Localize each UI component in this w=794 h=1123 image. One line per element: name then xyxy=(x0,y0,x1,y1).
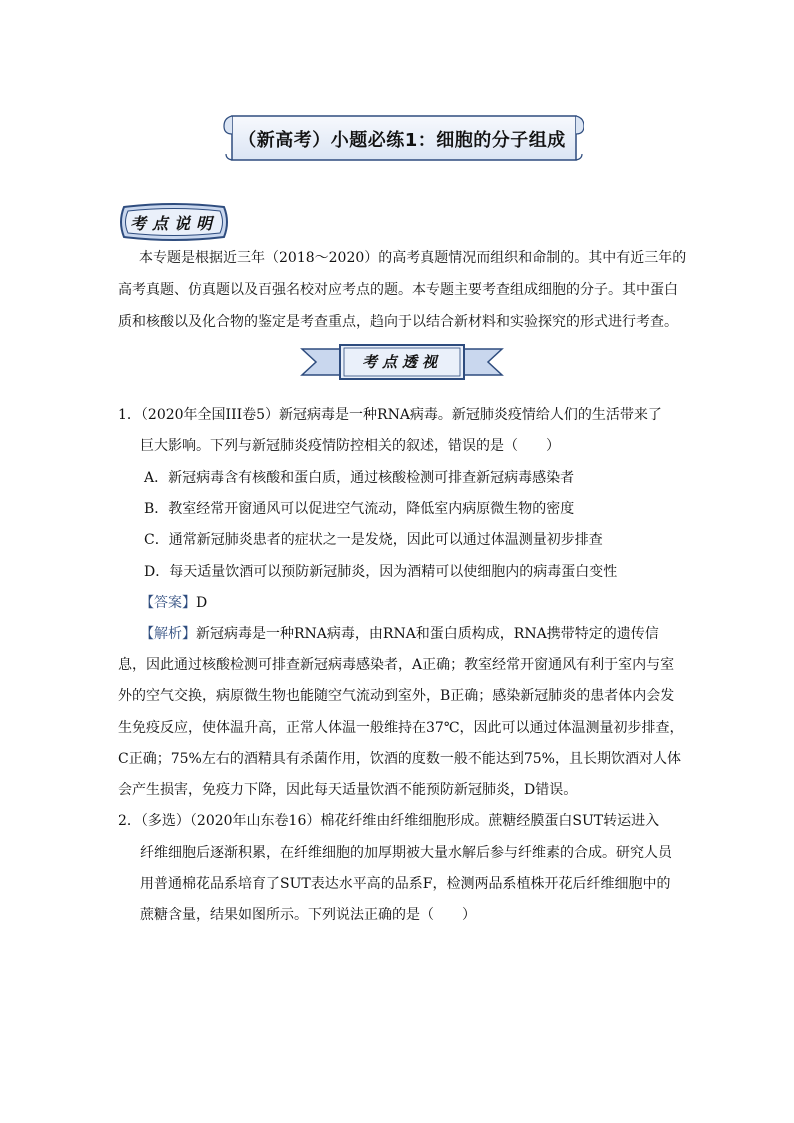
q2-stem-line-4: 蔗糖含量，结果如图所示。下列说法正确的是（ ） xyxy=(140,907,476,923)
q1-analysis-line-6: 会产生损害，免疫力下降，因此每天适量饮酒不能预防新冠肺炎，D错误。 xyxy=(118,782,578,798)
page-title: （新高考）小题必练1：细胞的分子组成 xyxy=(238,130,566,151)
q1-analysis-line-1 xyxy=(140,624,659,644)
analysis-tag: 【解析】 xyxy=(140,626,196,642)
q1-analysis-line-2: 息，因此通过核酸检测可排查新冠病毒感染者，A正确；教室经常开窗通风有利于室内与室 xyxy=(118,657,675,673)
answer-tag: 【答案】 xyxy=(140,595,196,611)
q1-analysis-line-5: C正确；75%左右的酒精具有杀菌作用，饮酒的度数一般不能达到75%，且长期饮酒对人体 xyxy=(118,751,681,767)
q1-option-c: C．通常新冠肺炎患者的症状之一是发烧，因此可以通过体温测量初步排查 xyxy=(144,532,603,548)
q1-analysis-line-4: 生免疫反应，使体温升高，正常人体温一般维持在37℃，因此可以通过体温测量初步排查， xyxy=(118,720,684,736)
q1-option-b: B．教室经常开窗通风可以促进空气流动，降低室内病原微生物的密度 xyxy=(144,501,575,517)
q1-stem-line-2: 巨大影响。下列与新冠肺炎疫情防控相关的叙述，错误的是（ ） xyxy=(140,438,560,454)
q1-stem-line-1: 1．（2020年全国III卷5）新冠病毒是一种RNA病毒。新冠肺炎疫情给人们的生活带来了 xyxy=(118,407,662,423)
q1-answer xyxy=(140,593,207,613)
intro-line-3: 质和核酸以及化合物的鉴定是考查重点，趋向于以结合新材料和实验探究的形式进行考查。 xyxy=(118,314,678,330)
intro-line-1: 本专题是根据近三年（2018～2020）的高考真题情况而组织和命制的。其中有近三年的 xyxy=(139,250,687,266)
intro-line-2: 高考真题、仿真题以及百强名校对应考点的题。本专题主要考查组成细胞的分子。其中蛋白 xyxy=(118,282,678,298)
q2-stem-line-3: 用普通棉花品系培育了SUT表达水平高的品系F，检测两品系植株开花后纤维细胞中的 xyxy=(140,876,671,892)
answer-value: D xyxy=(196,595,208,611)
q1-option-a: A．新冠病毒含有核酸和蛋白质，通过核酸检测可排查新冠病毒感染者 xyxy=(144,470,575,486)
q2-stem-line-2: 纤维细胞后逐渐积累，在纤维细胞的加厚期被大量水解后参与纤维素的合成。研究人员 xyxy=(140,845,672,861)
section-badge-label: 考点说明 xyxy=(129,214,218,233)
analysis-text-first: 新冠病毒是一种RNA病毒，由RNA和蛋白质构成，RNA携带特定的遗传信 xyxy=(196,626,659,642)
section-ribbon-label: 考点透视 xyxy=(361,353,442,371)
q2-stem-line-1: 2．（多选）（2020年山东卷16）棉花纤维由纤维细胞形成。蔗糖经膜蛋白SUT转运进入 xyxy=(118,813,660,829)
q1-option-d: D．每天适量饮酒可以预防新冠肺炎，因为酒精可以使细胞内的病毒蛋白变性 xyxy=(144,564,618,580)
q1-analysis-line-3: 外的空气交换，病原微生物也能随空气流动到室外，B正确；感染新冠肺炎的患者体内会发 xyxy=(118,688,675,704)
